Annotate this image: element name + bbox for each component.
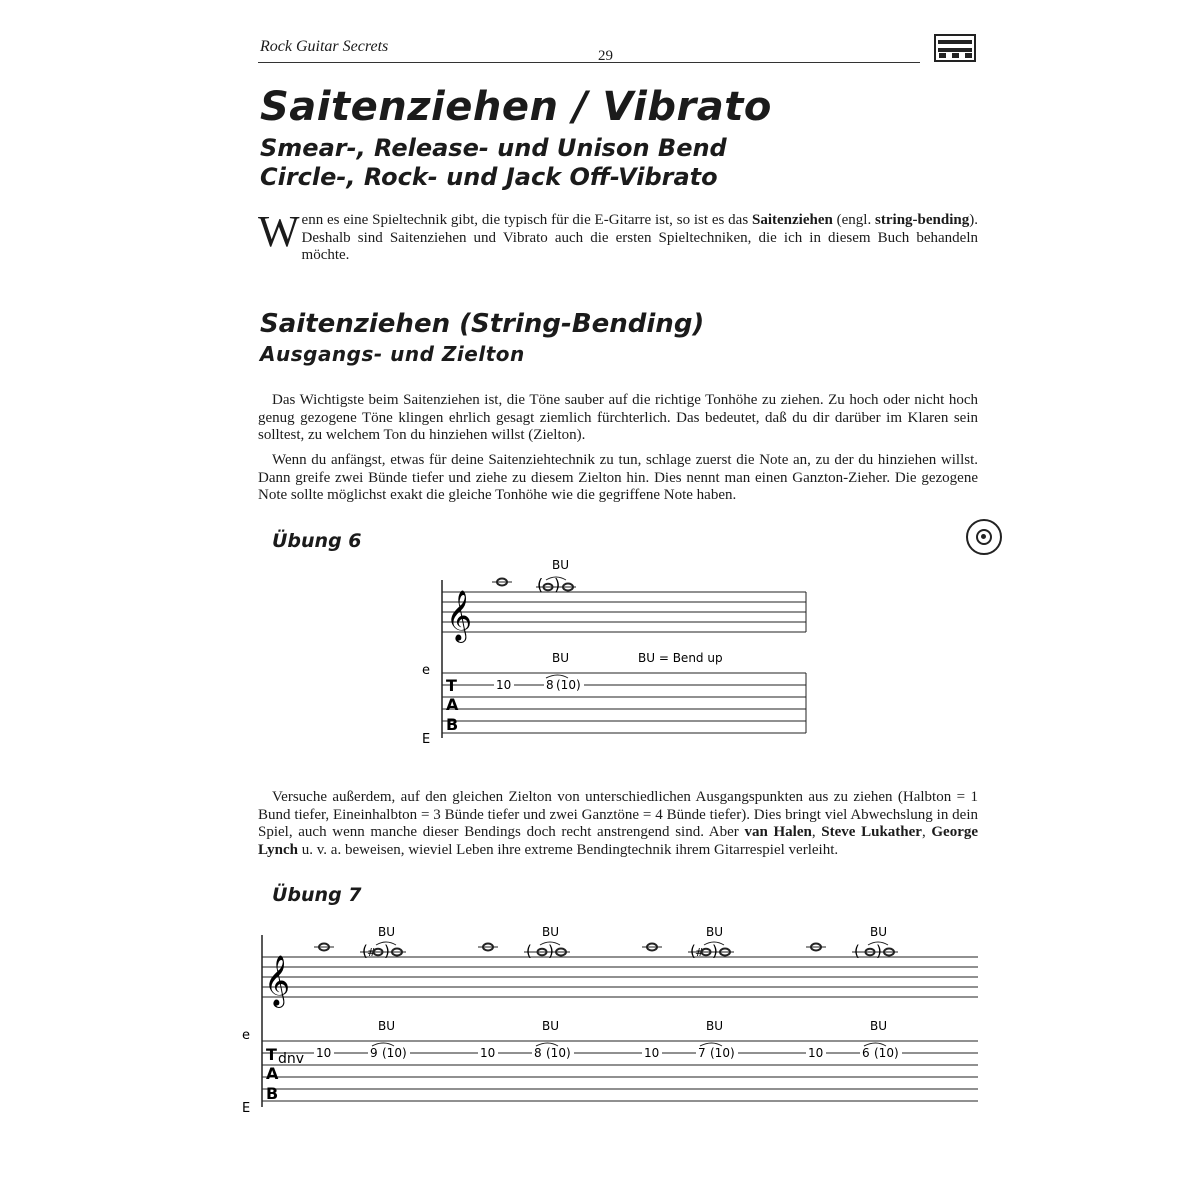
svg-text:T: T: [266, 1045, 277, 1064]
paren-close: ): [712, 942, 718, 960]
publisher-stamp: dnv: [278, 1051, 305, 1067]
svg-text:A: A: [266, 1064, 279, 1083]
exercise-7-label: Übung 7: [272, 884, 362, 906]
tab-fret: (10): [382, 1046, 407, 1060]
tab-fret: 8: [534, 1046, 542, 1060]
exercise-6-notation: [400, 550, 820, 750]
tab-fret: 10: [480, 1046, 496, 1060]
section-heading: Saitenziehen (String-Bending): [260, 309, 705, 339]
tab-fret: 10: [496, 678, 512, 692]
string-label-low: E: [242, 1101, 251, 1115]
svg-text:T: T: [446, 676, 457, 695]
bu-label: BU: [870, 1019, 888, 1033]
tab-fret: 10: [808, 1046, 824, 1060]
header-rule: [258, 62, 920, 63]
paragraph-3: Versuche außerdem, auf den gleichen Zielton von unterschiedlichen Ausgangspunkten aus zu ziehen (Halbton = 1 Bund tiefer, Eineinhalbton = 3 Bünde tiefer und zwei Ganztöne = 4 Bünde tiefer). Dies bringt viel Abwechslung in dein Spiel, auch wenn manche dieser Bendings doch recht anstrengend sind. Aber van Halen, Steve Lukather, George Lynch u. v. a. beweisen, wieviel Leben ihre extreme Bendingtechnik ihrem Gitarrespiel verleiht.: [258, 789, 979, 858]
bu-label: BU: [706, 925, 724, 939]
tab-fret: 6: [862, 1046, 870, 1060]
tab-fret: (10): [556, 678, 581, 692]
paren-close: ): [548, 942, 554, 960]
running-title: Rock Guitar Secrets: [260, 38, 389, 55]
page-number: 29: [598, 48, 613, 64]
string-label-high: e: [422, 663, 430, 678]
paragraph-2: Wenn du anfängst, etwas für deine Saitenziehtechnik zu tun, schlage zuerst die Note an, zu der du hinziehen willst. Dann greife zwei Bünde tiefer und ziehe zu diesem Zielton hin. Dies nennt man einen Ganzton-Zieher. Die gezogene Note sollte möglichst exakt die gleiche Tonhöhe wie die gegriffene Note haben.: [258, 452, 978, 503]
intro-paragraph: Wenn es eine Spieltechnik gibt, die typisch für die E-Gitarre ist, so ist es das Saitenziehen (engl. string-bending). Deshalb sind Saitenziehen und Vibrato auch die ersten Spieltechniken, die ich in diesem Buch behandeln möchte.: [258, 207, 978, 263]
logo-icon: [934, 34, 976, 62]
string-label-high: e: [242, 1028, 250, 1043]
page-subtitle-2: Circle-, Rock- und Jack Off-Vibrato: [260, 163, 718, 191]
tab-fret: 8: [546, 678, 554, 692]
bu-label: BU: [378, 1019, 396, 1033]
cd-icon: [966, 519, 1002, 555]
svg-text:): ): [554, 575, 561, 594]
bu-label: BU: [870, 925, 888, 939]
sharp-sign: #: [695, 946, 705, 959]
paren-close: ): [384, 942, 390, 960]
paren-open: (: [526, 942, 532, 960]
paren-close: ): [876, 942, 882, 960]
tab-fret: 7: [698, 1046, 706, 1060]
staff-lines: [442, 592, 806, 632]
treble-clef-icon: 𝄞: [446, 590, 473, 641]
tab-fret: 10: [316, 1046, 332, 1060]
svg-text:A: A: [446, 695, 459, 714]
bu-label: BU: [542, 1019, 560, 1033]
bu-legend: BU = Bend up: [638, 651, 723, 665]
exercise-6-label: Übung 6: [272, 530, 362, 552]
bu-label: BU: [552, 558, 570, 572]
svg-text:B: B: [266, 1084, 279, 1103]
svg-text:(: (: [537, 575, 544, 594]
staff-lines: [262, 957, 978, 997]
tab-fret: 9: [370, 1046, 378, 1060]
tab-fret: (10): [874, 1046, 899, 1060]
bu-label: BU: [542, 925, 560, 939]
page-subtitle-1: Smear-, Release- und Unison Bend: [260, 134, 727, 162]
bu-label: BU: [706, 1019, 724, 1033]
page-title: Saitenziehen / Vibrato: [260, 84, 772, 130]
exercise-7-notation: [236, 915, 986, 1115]
tab-fret: (10): [710, 1046, 735, 1060]
bu-label: BU: [552, 651, 570, 665]
tab-fret: 10: [644, 1046, 660, 1060]
paren-open: (: [854, 942, 860, 960]
bu-label: BU: [378, 925, 396, 939]
paragraph-1: Das Wichtigste beim Saitenziehen ist, die Töne sauber auf die richtige Tonhöhe zu ziehen. Zu hoch oder nicht hoch genug gezogene Töne klingen ehrlich gesagt ziemlich fürchterlich. Das bedeutet, daß du dir darüber im Klaren sein solltest, zu welchem Ton du hinziehen willst (Zielton).: [258, 392, 978, 443]
string-label-low: E: [422, 732, 431, 747]
sharp-sign: #: [367, 946, 377, 959]
section-subheading: Ausgangs- und Zielton: [260, 342, 525, 366]
drop-cap: W: [258, 207, 300, 256]
svg-text:B: B: [446, 715, 459, 734]
paren-open: (: [362, 942, 368, 960]
tab-fret: (10): [546, 1046, 571, 1060]
paren-open: (: [690, 942, 696, 960]
treble-clef-icon: 𝄞: [264, 955, 291, 1006]
